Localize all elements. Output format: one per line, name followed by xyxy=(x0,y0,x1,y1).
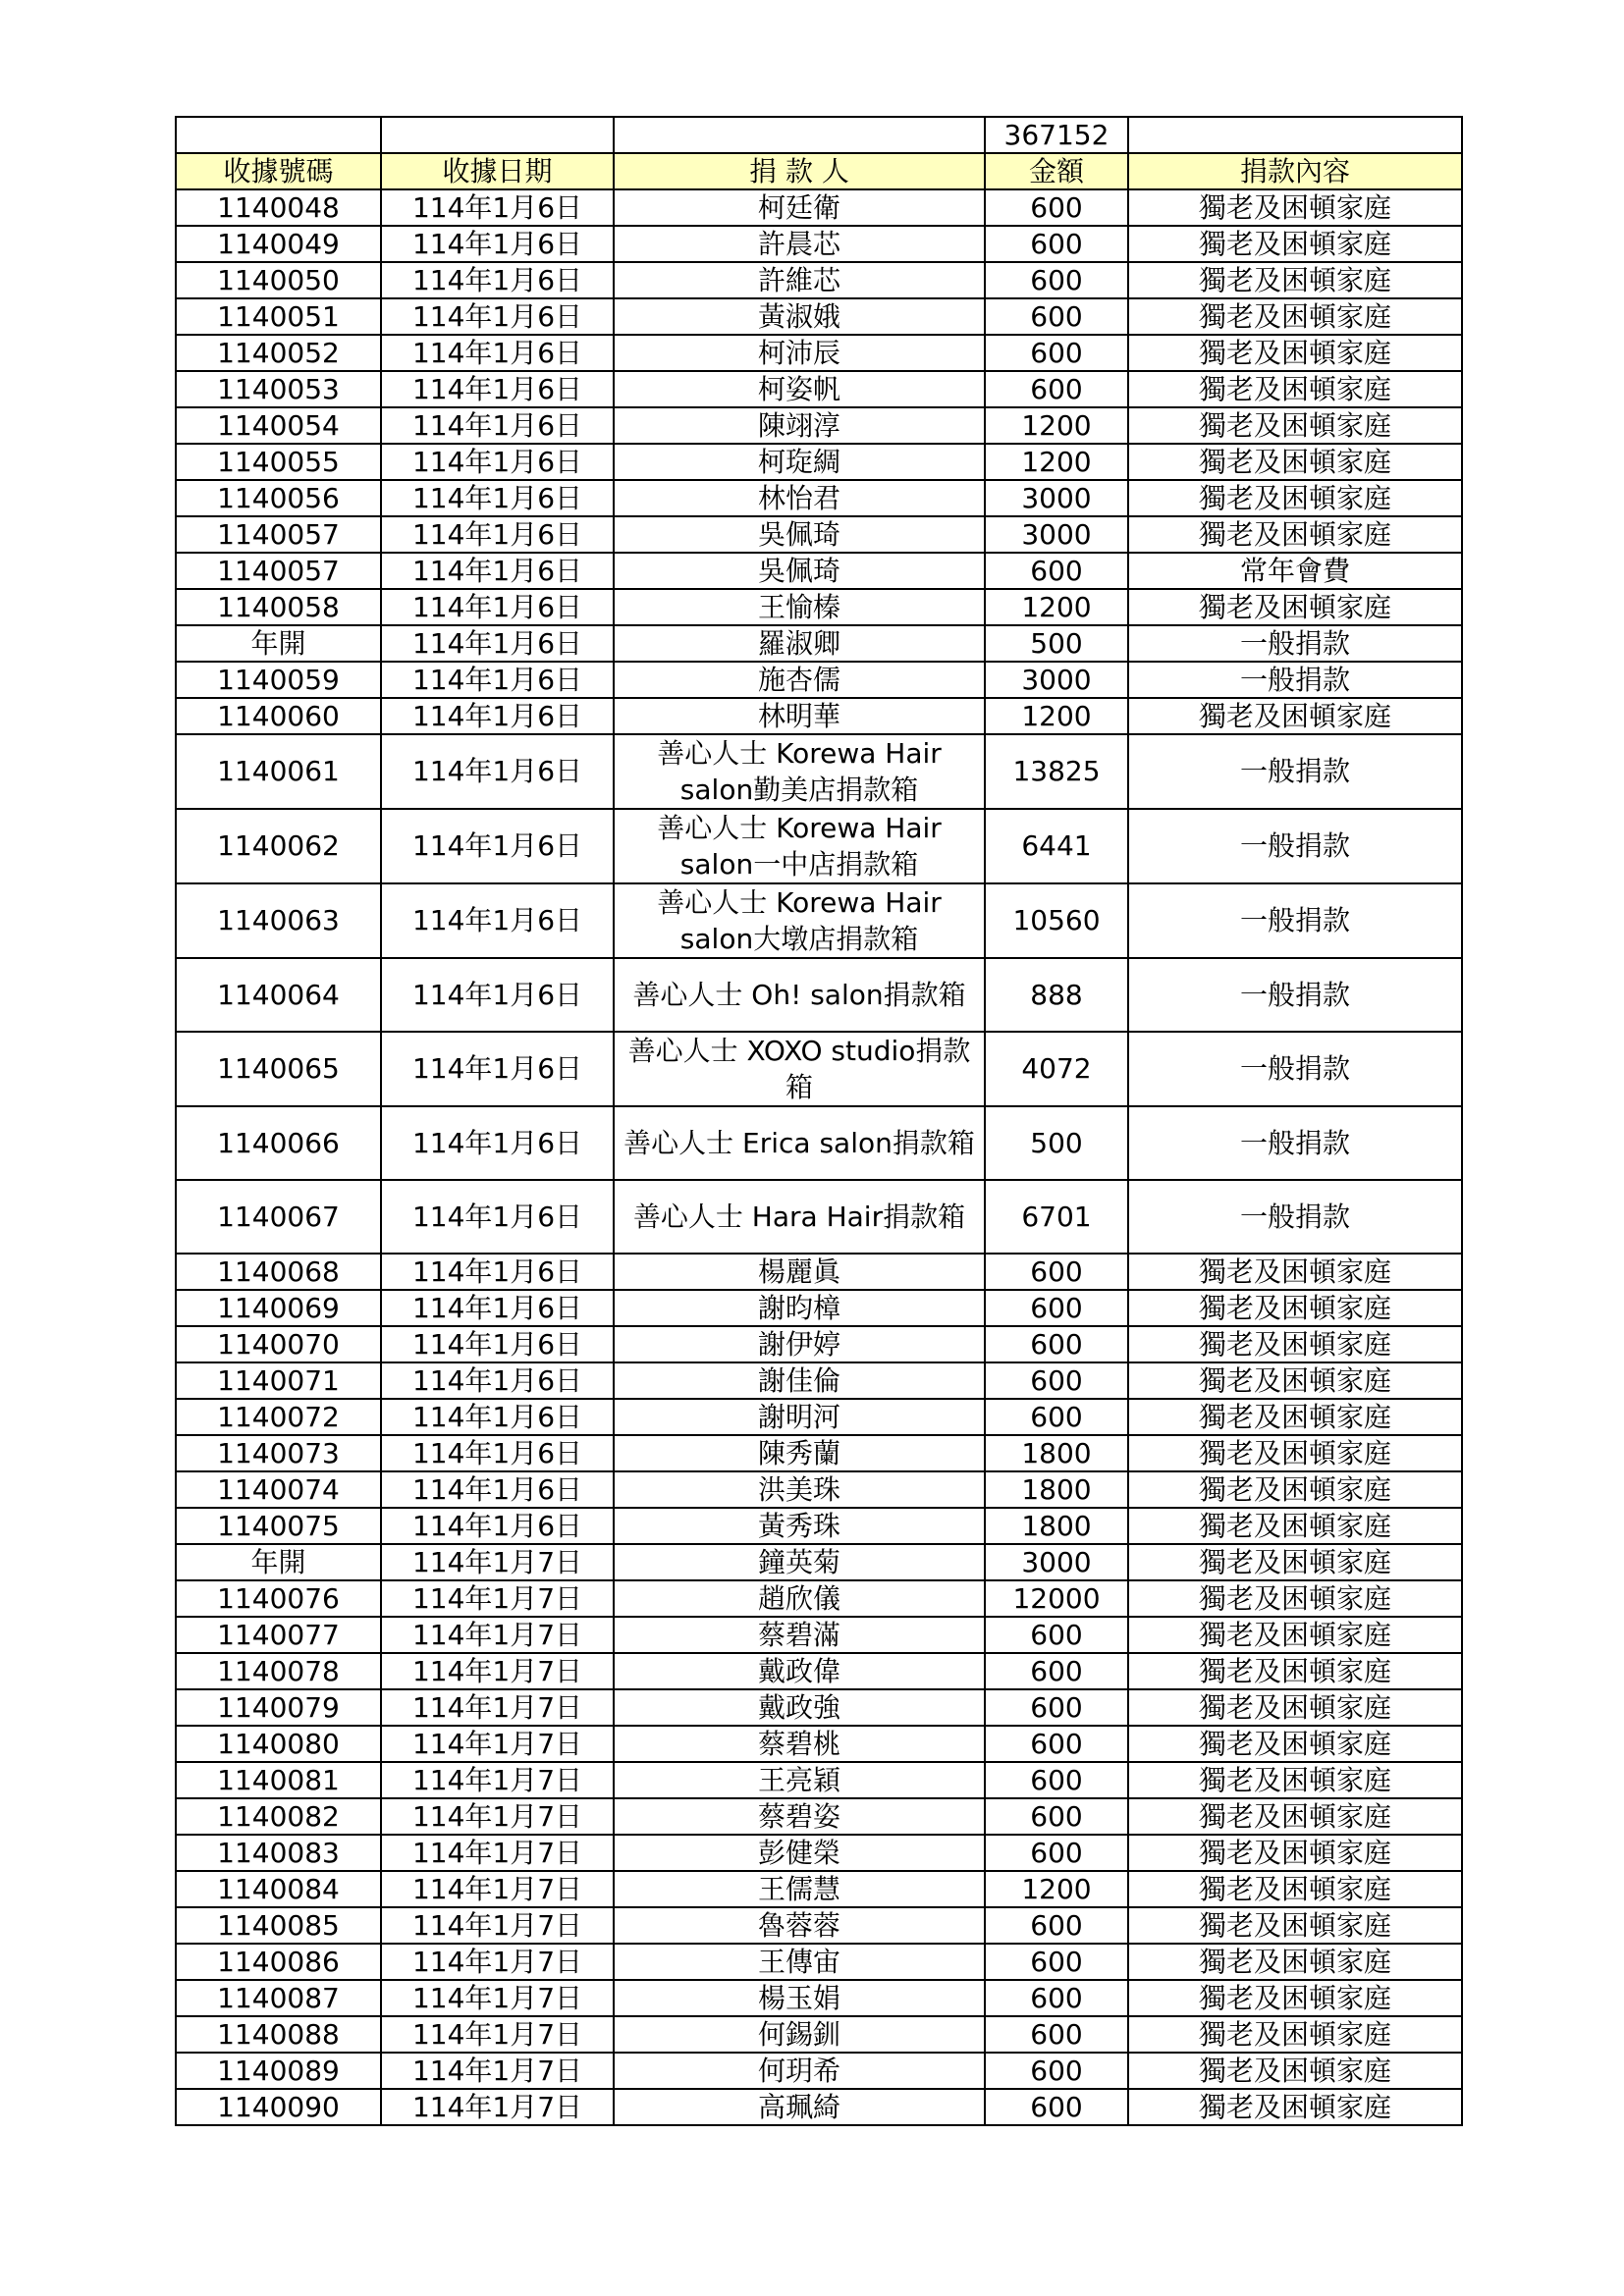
purpose-cell: 獨老及困頓家庭 xyxy=(1128,1871,1462,1907)
amount-cell: 600 xyxy=(985,298,1128,335)
table-row xyxy=(176,516,1462,553)
receipt-no-cell: 1140048 xyxy=(176,189,381,226)
amount-cell: 1200 xyxy=(985,698,1128,734)
amount-cell: 1200 xyxy=(985,1871,1128,1907)
donor-cell: 善心人士 Korewa Hair salon勤美店捐款箱 xyxy=(614,734,985,809)
receipt-no-cell: 1140069 xyxy=(176,1290,381,1326)
date-cell: 114年1月6日 xyxy=(381,444,614,480)
table-row xyxy=(176,2016,1462,2053)
donor-cell: 謝明河 xyxy=(614,1399,985,1435)
receipt-no-cell: 1140052 xyxy=(176,335,381,371)
header-row xyxy=(176,153,1462,189)
table-row xyxy=(176,407,1462,444)
receipt-no-cell: 1140073 xyxy=(176,1435,381,1471)
date-cell: 114年1月7日 xyxy=(381,1617,614,1653)
donor-cell: 柯琁綢 xyxy=(614,444,985,480)
receipt-no-cell: 1140062 xyxy=(176,809,381,883)
receipt-no-cell: 1140080 xyxy=(176,1726,381,1762)
purpose-cell: 獨老及困頓家庭 xyxy=(1128,1471,1462,1508)
receipt-no-cell: 1140081 xyxy=(176,1762,381,1798)
amount-cell: 3000 xyxy=(985,1544,1128,1580)
donor-cell: 謝昀樟 xyxy=(614,1290,985,1326)
amount-cell: 600 xyxy=(985,1290,1128,1326)
purpose-cell: 獨老及困頓家庭 xyxy=(1128,516,1462,553)
purpose-cell: 獨老及困頓家庭 xyxy=(1128,1617,1462,1653)
purpose-cell: 獨老及困頓家庭 xyxy=(1128,1835,1462,1871)
purpose-cell: 獨老及困頓家庭 xyxy=(1128,1580,1462,1617)
header-donor: 捐 款 人 xyxy=(614,153,985,189)
amount-cell: 6701 xyxy=(985,1180,1128,1254)
date-cell: 114年1月7日 xyxy=(381,1726,614,1762)
purpose-cell: 一般捐款 xyxy=(1128,734,1462,809)
date-cell: 114年1月6日 xyxy=(381,1290,614,1326)
header-date: 收據日期 xyxy=(381,153,614,189)
table-row xyxy=(176,298,1462,335)
purpose-cell: 一般捐款 xyxy=(1128,1180,1462,1254)
table-row xyxy=(176,1032,1462,1106)
receipt-no-cell: 1140051 xyxy=(176,298,381,335)
purpose-cell: 獨老及困頓家庭 xyxy=(1128,2053,1462,2089)
receipt-no-cell: 1140060 xyxy=(176,698,381,734)
amount-cell: 600 xyxy=(985,1326,1128,1362)
donor-cell: 陳秀蘭 xyxy=(614,1435,985,1471)
donor-cell: 善心人士 Korewa Hair salon大墩店捐款箱 xyxy=(614,883,985,958)
donor-cell: 林明華 xyxy=(614,698,985,734)
purpose-cell: 獨老及困頓家庭 xyxy=(1128,1762,1462,1798)
date-cell: 114年1月6日 xyxy=(381,1362,614,1399)
date-cell: 114年1月6日 xyxy=(381,1508,614,1544)
receipt-no-cell: 1140085 xyxy=(176,1907,381,1944)
amount-cell: 600 xyxy=(985,335,1128,371)
purpose-cell: 獨老及困頓家庭 xyxy=(1128,407,1462,444)
purpose-cell: 獨老及困頓家庭 xyxy=(1128,1689,1462,1726)
table-row xyxy=(176,1798,1462,1835)
purpose-cell: 常年會費 xyxy=(1128,553,1462,589)
date-cell: 114年1月7日 xyxy=(381,2089,614,2125)
table-row xyxy=(176,1617,1462,1653)
receipt-no-cell: 1140063 xyxy=(176,883,381,958)
table-row xyxy=(176,371,1462,407)
table-row xyxy=(176,662,1462,698)
purpose-cell: 獨老及困頓家庭 xyxy=(1128,226,1462,262)
date-cell: 114年1月6日 xyxy=(381,1399,614,1435)
purpose-cell: 一般捐款 xyxy=(1128,1032,1462,1106)
purpose-cell: 獨老及困頓家庭 xyxy=(1128,1907,1462,1944)
receipt-no-cell: 1140053 xyxy=(176,371,381,407)
amount-cell: 600 xyxy=(985,189,1128,226)
receipt-no-cell: 年開 xyxy=(176,1544,381,1580)
date-cell: 114年1月6日 xyxy=(381,662,614,698)
purpose-cell: 一般捐款 xyxy=(1128,1106,1462,1180)
donor-cell: 許晨芯 xyxy=(614,226,985,262)
receipt-no-cell: 1140087 xyxy=(176,1980,381,2016)
purpose-cell: 獨老及困頓家庭 xyxy=(1128,1435,1462,1471)
donation-table-body xyxy=(176,117,1462,2125)
donor-cell: 善心人士 Erica salon捐款箱 xyxy=(614,1106,985,1180)
donor-cell: 王儒慧 xyxy=(614,1871,985,1907)
donor-cell: 戴政偉 xyxy=(614,1653,985,1689)
table-row xyxy=(176,1835,1462,1871)
date-cell: 114年1月7日 xyxy=(381,1944,614,1980)
date-cell: 114年1月6日 xyxy=(381,1326,614,1362)
purpose-cell: 獨老及困頓家庭 xyxy=(1128,1944,1462,1980)
amount-cell: 6441 xyxy=(985,809,1128,883)
purpose-cell: 獨老及困頓家庭 xyxy=(1128,1290,1462,1326)
table-row xyxy=(176,1326,1462,1362)
table-row xyxy=(176,958,1462,1032)
donor-cell: 羅淑卿 xyxy=(614,625,985,662)
receipt-no-cell: 1140059 xyxy=(176,662,381,698)
table-row xyxy=(176,2053,1462,2089)
date-cell: 114年1月6日 xyxy=(381,883,614,958)
donor-cell: 許維芯 xyxy=(614,262,985,298)
date-cell: 114年1月7日 xyxy=(381,1544,614,1580)
table-row xyxy=(176,189,1462,226)
purpose-cell: 獨老及困頓家庭 xyxy=(1128,1508,1462,1544)
receipt-no-cell: 1140079 xyxy=(176,1689,381,1726)
donor-cell: 善心人士 Korewa Hair salon一中店捐款箱 xyxy=(614,809,985,883)
donor-cell: 魯蓉蓉 xyxy=(614,1907,985,1944)
date-cell: 114年1月7日 xyxy=(381,1835,614,1871)
donor-cell: 王亮穎 xyxy=(614,1762,985,1798)
receipt-no-cell: 1140065 xyxy=(176,1032,381,1106)
header-amount: 金額 xyxy=(985,153,1128,189)
table-row xyxy=(176,1762,1462,1798)
amount-cell: 600 xyxy=(985,2016,1128,2053)
purpose-cell: 一般捐款 xyxy=(1128,958,1462,1032)
table-row xyxy=(176,698,1462,734)
date-cell: 114年1月6日 xyxy=(381,226,614,262)
donor-cell: 善心人士 Oh! salon捐款箱 xyxy=(614,958,985,1032)
purpose-cell: 獨老及困頓家庭 xyxy=(1128,1254,1462,1290)
receipt-no-cell: 1140072 xyxy=(176,1399,381,1435)
table-row xyxy=(176,1653,1462,1689)
donor-cell: 黃秀珠 xyxy=(614,1508,985,1544)
receipt-no-cell: 1140066 xyxy=(176,1106,381,1180)
receipt-no-cell: 1140076 xyxy=(176,1580,381,1617)
date-cell: 114年1月6日 xyxy=(381,698,614,734)
table-row xyxy=(176,226,1462,262)
amount-cell: 500 xyxy=(985,1106,1128,1180)
amount-cell: 1200 xyxy=(985,407,1128,444)
table-row xyxy=(176,1254,1462,1290)
donor-cell: 楊玉娟 xyxy=(614,1980,985,2016)
amount-cell: 600 xyxy=(985,2053,1128,2089)
receipt-no-cell: 1140058 xyxy=(176,589,381,625)
date-cell: 114年1月6日 xyxy=(381,1471,614,1508)
receipt-no-cell: 1140071 xyxy=(176,1362,381,1399)
receipt-no-cell: 1140083 xyxy=(176,1835,381,1871)
table-row xyxy=(176,734,1462,809)
amount-cell: 600 xyxy=(985,1762,1128,1798)
date-cell: 114年1月7日 xyxy=(381,1653,614,1689)
receipt-no-cell: 1140057 xyxy=(176,516,381,553)
purpose-cell: 獨老及困頓家庭 xyxy=(1128,1726,1462,1762)
table-row xyxy=(176,1907,1462,1944)
purpose-cell: 獨老及困頓家庭 xyxy=(1128,189,1462,226)
amount-cell: 500 xyxy=(985,625,1128,662)
donor-cell: 林怡君 xyxy=(614,480,985,516)
date-cell: 114年1月6日 xyxy=(381,189,614,226)
amount-cell: 1200 xyxy=(985,589,1128,625)
table-row xyxy=(176,2089,1462,2125)
amount-cell: 600 xyxy=(985,1399,1128,1435)
date-cell: 114年1月6日 xyxy=(381,589,614,625)
date-cell: 114年1月7日 xyxy=(381,1980,614,2016)
purpose-cell: 一般捐款 xyxy=(1128,662,1462,698)
donor-cell: 蔡碧姿 xyxy=(614,1798,985,1835)
table-row xyxy=(176,1689,1462,1726)
amount-cell: 600 xyxy=(985,1362,1128,1399)
date-cell: 114年1月6日 xyxy=(381,1106,614,1180)
date-cell: 114年1月7日 xyxy=(381,1580,614,1617)
table-row xyxy=(176,589,1462,625)
receipt-no-cell: 1140070 xyxy=(176,1326,381,1362)
date-cell: 114年1月7日 xyxy=(381,1762,614,1798)
donor-cell: 蔡碧桃 xyxy=(614,1726,985,1762)
donor-cell: 何玥希 xyxy=(614,2053,985,2089)
receipt-no-cell: 1140055 xyxy=(176,444,381,480)
donor-cell: 洪美珠 xyxy=(614,1471,985,1508)
receipt-no-cell: 1140084 xyxy=(176,1871,381,1907)
date-cell: 114年1月6日 xyxy=(381,1180,614,1254)
receipt-no-cell: 1140064 xyxy=(176,958,381,1032)
amount-cell: 13825 xyxy=(985,734,1128,809)
amount-cell: 600 xyxy=(985,226,1128,262)
purpose-cell: 獨老及困頓家庭 xyxy=(1128,2089,1462,2125)
amount-cell: 600 xyxy=(985,262,1128,298)
amount-cell: 600 xyxy=(985,2089,1128,2125)
table-row xyxy=(176,480,1462,516)
amount-cell: 600 xyxy=(985,1980,1128,2016)
purpose-cell: 獨老及困頓家庭 xyxy=(1128,1544,1462,1580)
donor-cell: 楊麗眞 xyxy=(614,1254,985,1290)
header-purpose: 捐款內容 xyxy=(1128,153,1462,189)
table-row xyxy=(176,1726,1462,1762)
purpose-cell: 獨老及困頓家庭 xyxy=(1128,2016,1462,2053)
date-cell: 114年1月7日 xyxy=(381,1798,614,1835)
table-row xyxy=(176,1106,1462,1180)
donor-cell: 吳佩琦 xyxy=(614,553,985,589)
donor-cell: 施杏儒 xyxy=(614,662,985,698)
amount-cell: 600 xyxy=(985,1907,1128,1944)
purpose-cell: 獨老及困頓家庭 xyxy=(1128,444,1462,480)
table-row xyxy=(176,1435,1462,1471)
donor-cell: 趙欣儀 xyxy=(614,1580,985,1617)
donor-cell: 黃淑娥 xyxy=(614,298,985,335)
date-cell: 114年1月6日 xyxy=(381,335,614,371)
table-row xyxy=(176,1980,1462,2016)
purpose-cell: 獨老及困頓家庭 xyxy=(1128,1653,1462,1689)
amount-cell: 600 xyxy=(985,1726,1128,1762)
receipt-no-cell: 1140056 xyxy=(176,480,381,516)
purpose-cell: 獨老及困頓家庭 xyxy=(1128,589,1462,625)
amount-cell: 600 xyxy=(985,553,1128,589)
summary-empty-cell xyxy=(1128,117,1462,153)
receipt-no-cell: 1140077 xyxy=(176,1617,381,1653)
date-cell: 114年1月6日 xyxy=(381,1254,614,1290)
summary-empty-cell xyxy=(381,117,614,153)
date-cell: 114年1月7日 xyxy=(381,1689,614,1726)
receipt-no-cell: 1140068 xyxy=(176,1254,381,1290)
receipt-no-cell: 1140057 xyxy=(176,553,381,589)
date-cell: 114年1月6日 xyxy=(381,371,614,407)
donor-cell: 陳翊淳 xyxy=(614,407,985,444)
date-cell: 114年1月6日 xyxy=(381,553,614,589)
purpose-cell: 獨老及困頓家庭 xyxy=(1128,298,1462,335)
date-cell: 114年1月6日 xyxy=(381,407,614,444)
receipt-no-cell: 1140054 xyxy=(176,407,381,444)
donor-cell: 柯沛辰 xyxy=(614,335,985,371)
date-cell: 114年1月6日 xyxy=(381,516,614,553)
summary-empty-cell xyxy=(176,117,381,153)
donor-cell: 吳佩琦 xyxy=(614,516,985,553)
summary-total: 367152 xyxy=(985,117,1128,153)
donor-cell: 善心人士 Hara Hair捐款箱 xyxy=(614,1180,985,1254)
date-cell: 114年1月6日 xyxy=(381,734,614,809)
amount-cell: 600 xyxy=(985,1254,1128,1290)
receipt-no-cell: 1140088 xyxy=(176,2016,381,2053)
date-cell: 114年1月6日 xyxy=(381,625,614,662)
table-row xyxy=(176,1871,1462,1907)
purpose-cell: 獨老及困頓家庭 xyxy=(1128,1399,1462,1435)
donor-cell: 王愉榛 xyxy=(614,589,985,625)
receipt-no-cell: 1140075 xyxy=(176,1508,381,1544)
table-row xyxy=(176,1508,1462,1544)
amount-cell: 600 xyxy=(985,1798,1128,1835)
receipt-no-cell: 1140050 xyxy=(176,262,381,298)
purpose-cell: 一般捐款 xyxy=(1128,625,1462,662)
table-row xyxy=(176,1471,1462,1508)
receipt-no-cell: 1140074 xyxy=(176,1471,381,1508)
receipt-no-cell: 年開 xyxy=(176,625,381,662)
amount-cell: 600 xyxy=(985,371,1128,407)
table-row xyxy=(176,553,1462,589)
date-cell: 114年1月6日 xyxy=(381,809,614,883)
amount-cell: 600 xyxy=(985,1689,1128,1726)
table-row xyxy=(176,883,1462,958)
date-cell: 114年1月7日 xyxy=(381,2016,614,2053)
donor-cell: 蔡碧滿 xyxy=(614,1617,985,1653)
table-row xyxy=(176,335,1462,371)
donor-cell: 柯姿帆 xyxy=(614,371,985,407)
date-cell: 114年1月6日 xyxy=(381,480,614,516)
date-cell: 114年1月6日 xyxy=(381,1435,614,1471)
date-cell: 114年1月6日 xyxy=(381,958,614,1032)
table-row xyxy=(176,809,1462,883)
receipt-no-cell: 1140067 xyxy=(176,1180,381,1254)
purpose-cell: 獨老及困頓家庭 xyxy=(1128,1326,1462,1362)
donor-cell: 謝伊婷 xyxy=(614,1326,985,1362)
purpose-cell: 獨老及困頓家庭 xyxy=(1128,1980,1462,2016)
table-row xyxy=(176,1290,1462,1326)
donor-cell: 何錫釧 xyxy=(614,2016,985,2053)
amount-cell: 3000 xyxy=(985,480,1128,516)
amount-cell: 4072 xyxy=(985,1032,1128,1106)
donor-cell: 柯廷衛 xyxy=(614,189,985,226)
summary-empty-cell xyxy=(614,117,985,153)
purpose-cell: 獨老及困頓家庭 xyxy=(1128,262,1462,298)
amount-cell: 600 xyxy=(985,1944,1128,1980)
date-cell: 114年1月6日 xyxy=(381,298,614,335)
purpose-cell: 一般捐款 xyxy=(1128,883,1462,958)
summary-row xyxy=(176,117,1462,153)
amount-cell: 600 xyxy=(985,1617,1128,1653)
receipt-no-cell: 1140049 xyxy=(176,226,381,262)
date-cell: 114年1月6日 xyxy=(381,1032,614,1106)
table-row xyxy=(176,444,1462,480)
purpose-cell: 獨老及困頓家庭 xyxy=(1128,698,1462,734)
donation-table xyxy=(175,116,1463,2126)
donor-cell: 王傳宙 xyxy=(614,1944,985,1980)
amount-cell: 1800 xyxy=(985,1435,1128,1471)
table-row xyxy=(176,1944,1462,1980)
donor-cell: 彭健榮 xyxy=(614,1835,985,1871)
amount-cell: 888 xyxy=(985,958,1128,1032)
purpose-cell: 獨老及困頓家庭 xyxy=(1128,480,1462,516)
table-row xyxy=(176,1362,1462,1399)
amount-cell: 10560 xyxy=(985,883,1128,958)
purpose-cell: 獨老及困頓家庭 xyxy=(1128,1362,1462,1399)
amount-cell: 12000 xyxy=(985,1580,1128,1617)
date-cell: 114年1月7日 xyxy=(381,1907,614,1944)
purpose-cell: 一般捐款 xyxy=(1128,809,1462,883)
table-row xyxy=(176,1580,1462,1617)
receipt-no-cell: 1140078 xyxy=(176,1653,381,1689)
table-row xyxy=(176,625,1462,662)
date-cell: 114年1月7日 xyxy=(381,1871,614,1907)
donor-cell: 戴政強 xyxy=(614,1689,985,1726)
table-row xyxy=(176,1544,1462,1580)
table-row xyxy=(176,1399,1462,1435)
receipt-no-cell: 1140086 xyxy=(176,1944,381,1980)
receipt-no-cell: 1140082 xyxy=(176,1798,381,1835)
amount-cell: 1800 xyxy=(985,1508,1128,1544)
donor-cell: 鐘英菊 xyxy=(614,1544,985,1580)
amount-cell: 3000 xyxy=(985,516,1128,553)
purpose-cell: 獨老及困頓家庭 xyxy=(1128,371,1462,407)
amount-cell: 600 xyxy=(985,1653,1128,1689)
amount-cell: 3000 xyxy=(985,662,1128,698)
purpose-cell: 獨老及困頓家庭 xyxy=(1128,1798,1462,1835)
donor-cell: 謝佳倫 xyxy=(614,1362,985,1399)
amount-cell: 1800 xyxy=(985,1471,1128,1508)
receipt-no-cell: 1140061 xyxy=(176,734,381,809)
table-row xyxy=(176,262,1462,298)
donor-cell: 善心人士 XOXO studio捐款箱 xyxy=(614,1032,985,1106)
header-receipt-no: 收據號碼 xyxy=(176,153,381,189)
date-cell: 114年1月6日 xyxy=(381,262,614,298)
amount-cell: 600 xyxy=(985,1835,1128,1871)
receipt-no-cell: 1140089 xyxy=(176,2053,381,2089)
amount-cell: 1200 xyxy=(985,444,1128,480)
date-cell: 114年1月7日 xyxy=(381,2053,614,2089)
table-row xyxy=(176,1180,1462,1254)
donor-cell: 高珮綺 xyxy=(614,2089,985,2125)
receipt-no-cell: 1140090 xyxy=(176,2089,381,2125)
purpose-cell: 獨老及困頓家庭 xyxy=(1128,335,1462,371)
